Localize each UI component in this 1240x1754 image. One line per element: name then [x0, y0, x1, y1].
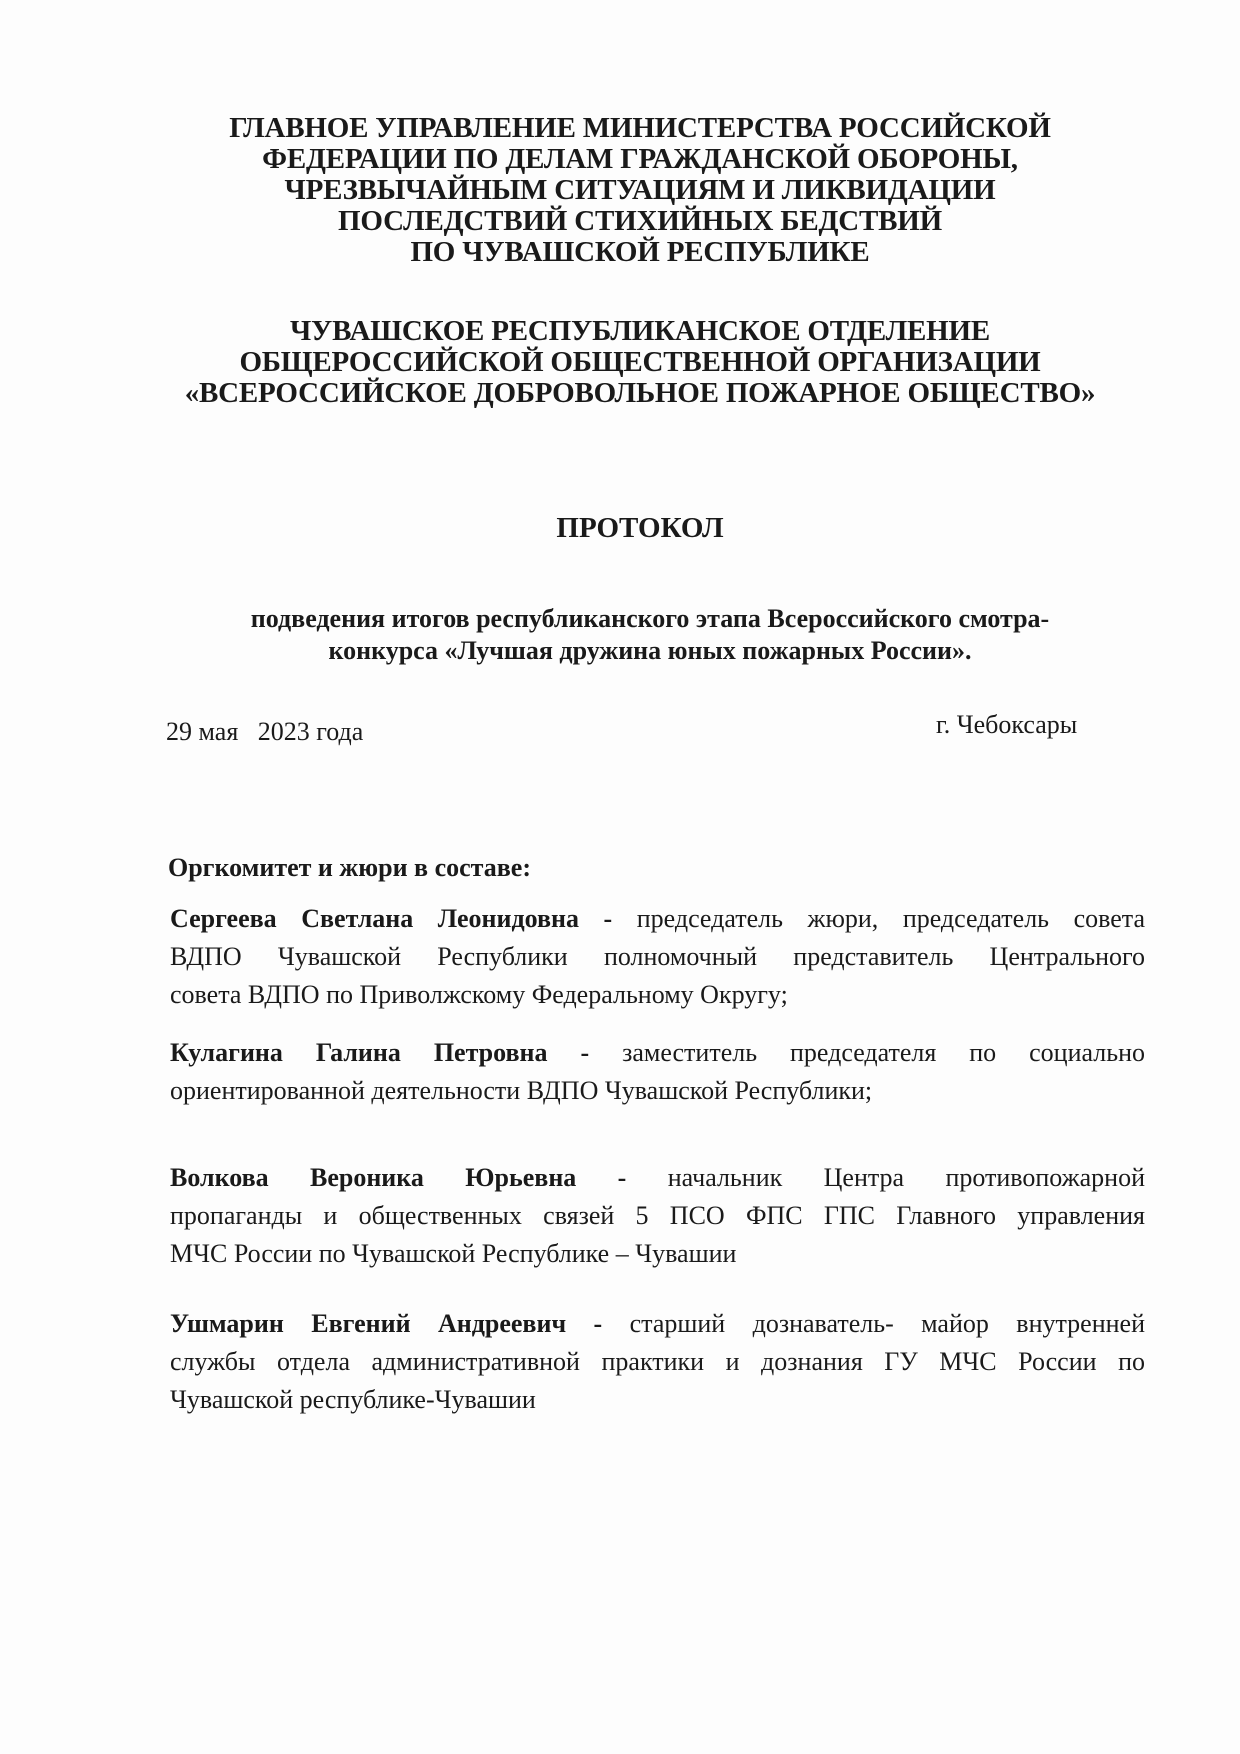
jury-member [170, 1305, 1145, 1419]
subtitle-line: конкурса «Лучшая дружина юных пожарных России». [328, 636, 972, 665]
ministry-header-line: ЧРЕЗВЫЧАЙНЫМ СИТУАЦИЯМ И ЛИКВИДАЦИИ [284, 174, 996, 206]
composition-heading: Оргкомитет и жюри в составе: [168, 853, 531, 882]
document-subtitle [165, 603, 1135, 667]
member-line [170, 900, 1145, 938]
member-line [170, 1159, 1145, 1197]
member-line: ориентированной деятельности ВДПО Чувашской Республики; [170, 1076, 873, 1105]
society-header [150, 316, 1130, 409]
member-name: Сергеева Светлана Леонидовна - [170, 904, 613, 933]
member-line: пропаганды и общественных связей 5 ПСО ФПС ГПС Главного управления [170, 1201, 1145, 1230]
jury-member [170, 900, 1145, 1014]
member-line: совета ВДПО по Приволжскому Федеральному Округу; [170, 980, 788, 1009]
ministry-header [150, 113, 1130, 268]
jury-member [170, 1159, 1145, 1273]
document-place: г. Чебоксары [936, 710, 1078, 739]
society-header-line: «ВСЕРОССИЙСКОЕ ДОБРОВОЛЬНОЕ ПОЖАРНОЕ ОБЩЕСТВО» [184, 377, 1096, 409]
ministry-header-line: ПО ЧУВАШСКОЙ РЕСПУБЛИКЕ [410, 236, 870, 268]
member-name: Кулагина Галина Петровна - [170, 1038, 590, 1067]
jury-member [170, 1034, 1145, 1110]
member-line [170, 1034, 1145, 1072]
ministry-header-line: ФЕДЕРАЦИИ ПО ДЕЛАМ ГРАЖДАНСКОЙ ОБОРОНЫ, [262, 143, 1018, 175]
ministry-header-line: ПОСЛЕДСТВИЙ СТИХИЙНЫХ БЕДСТВИЙ [338, 205, 942, 237]
society-header-line: ЧУВАШСКОЕ РЕСПУБЛИКАНСКОЕ ОТДЕЛЕНИЕ [289, 315, 991, 347]
document-title: ПРОТОКОЛ [556, 512, 724, 544]
society-header-line: ОБЩЕРОССИЙСКОЙ ОБЩЕСТВЕННОЙ ОРГАНИЗАЦИИ [239, 346, 1041, 378]
ministry-header-line: ГЛАВНОЕ УПРАВЛЕНИЕ МИНИСТЕРСТВА РОССИЙСКОЙ [229, 112, 1051, 144]
member-role: начальник Центра противопожарной [667, 1163, 1145, 1192]
member-role: старший дознаватель- майор внутренней [629, 1309, 1145, 1338]
member-name: Волкова Вероника Юрьевна - [170, 1163, 627, 1192]
member-role: председатель жюри, председатель совета [636, 904, 1145, 933]
member-role: заместитель председателя по социально [622, 1038, 1146, 1067]
member-line [170, 1305, 1145, 1343]
member-line: МЧС России по Чувашской Республике – Чувашии [170, 1239, 737, 1268]
member-line: ВДПО Чувашской Республики полномочный представитель Центрального [170, 942, 1145, 971]
member-name: Ушмарин Евгений Андреевич - [170, 1309, 603, 1338]
document-date: 29 мая 2023 года [166, 717, 364, 746]
member-line: Чувашской республике-Чувашии [170, 1385, 536, 1414]
subtitle-line: подведения итогов республиканского этапа Всероссийского смотра- [250, 604, 1050, 633]
member-line: службы отдела административной практики и дознания ГУ МЧС России по [170, 1347, 1145, 1376]
